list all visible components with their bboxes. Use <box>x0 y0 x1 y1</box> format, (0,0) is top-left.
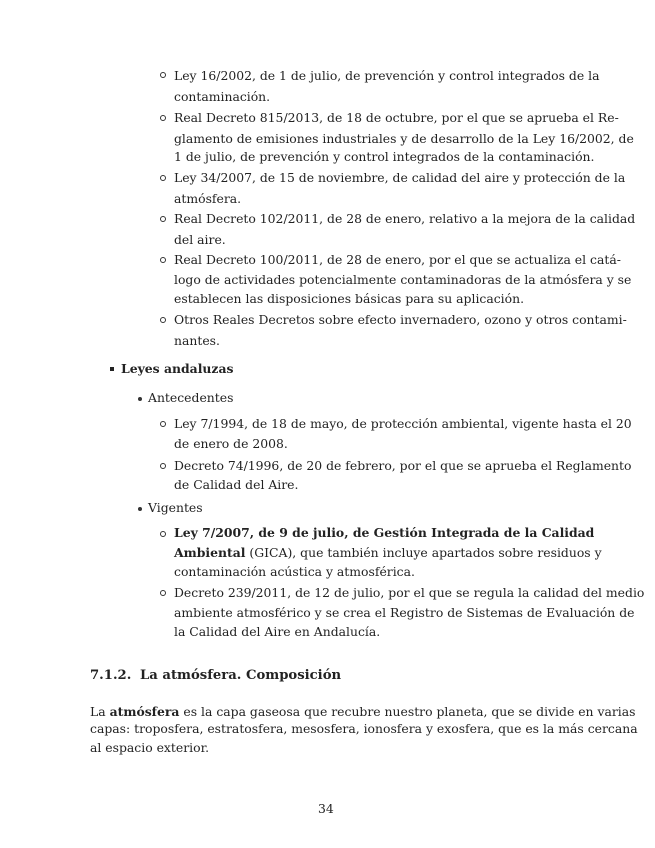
list-item-text-rest: (GICA), que también incluye apartados sobre residuos y <box>245 545 602 560</box>
list-item-text: del aire. <box>174 232 226 247</box>
list-item-text: Decreto 74/1996, de 20 de febrero, por el que se aprueba el Reglamento <box>174 458 632 473</box>
circle-bullet-icon <box>160 115 166 121</box>
paragraph-line: al espacio exterior. <box>90 740 210 755</box>
subsection-label-antecedentes: Antecedentes <box>148 390 234 405</box>
subsection-label-vigentes: Vigentes <box>148 500 203 515</box>
list-item-text: de enero de 2008. <box>174 436 288 451</box>
list-item-text: establecen las disposiciones básicas para su aplicación. <box>174 291 525 306</box>
circle-bullet-icon <box>160 317 166 323</box>
list-item-text: ambiente atmosférico y se crea el Registro de Sistemas de Evaluación de <box>174 605 635 620</box>
square-bullet-icon <box>110 367 114 371</box>
circle-bullet-icon <box>160 531 166 537</box>
paragraph-line: capas: troposfera, estratosfera, mesosfera, ionosfera y exosfera, que es la más cercana <box>90 721 638 736</box>
dot-bullet-icon <box>138 397 142 401</box>
list-item-text: glamento de emisiones industriales y de desarrollo de la Ley 16/2002, de <box>174 131 634 146</box>
list-item-text: de Calidad del Aire. <box>174 477 299 492</box>
list-item-text: contaminación. <box>174 89 271 104</box>
circle-bullet-icon <box>160 463 166 469</box>
list-item-text <box>174 545 602 561</box>
list-item-text: Ley 7/1994, de 18 de mayo, de protección ambiental, vigente hasta el 20 <box>174 416 632 431</box>
list-item-text: logo de actividades potencialmente contaminadoras de la atmósfera y se <box>174 272 632 287</box>
list-item-text: Ley 34/2007, de 15 de noviembre, de calidad del aire y protección de la <box>174 170 626 185</box>
list-item-text: Real Decreto 102/2011, de 28 de enero, relativo a la mejora de la calidad <box>174 211 636 226</box>
list-item-text: Ley 16/2002, de 1 de julio, de prevención y control integrados de la <box>174 68 600 83</box>
circle-bullet-icon <box>160 216 166 222</box>
circle-bullet-icon <box>160 72 166 78</box>
list-item-text: nantes. <box>174 333 220 348</box>
paragraph-line <box>90 704 636 720</box>
law-title-bold: Ley 7/2007, de 9 de julio, de Gestión Integrada de la Calidad <box>174 525 595 540</box>
paragraph-text: La <box>90 704 106 719</box>
section-title: La atmósfera. Composición <box>140 668 342 683</box>
list-item-text: 1 de julio, de prevención y control integrados de la contaminación. <box>174 149 595 164</box>
term-bold: atmósfera <box>109 704 180 719</box>
list-item-text: contaminación acústica y atmosférica. <box>174 564 415 579</box>
law-title-bold-end: Ambiental <box>174 545 246 560</box>
list-item-text: la Calidad del Aire en Andalucía. <box>174 624 381 639</box>
circle-bullet-icon <box>160 421 166 427</box>
circle-bullet-icon <box>160 257 166 263</box>
dot-bullet-icon <box>138 507 142 511</box>
list-item-text: Decreto 239/2011, de 12 de julio, por el que se regula la calidad del medio <box>174 585 645 600</box>
list-item-text: atmósfera. <box>174 191 242 206</box>
circle-bullet-icon <box>160 175 166 181</box>
list-item-text: Otros Reales Decretos sobre efecto invernadero, ozono y otros contami- <box>174 312 627 327</box>
circle-bullet-icon <box>160 590 166 596</box>
page-number: 34 <box>318 801 334 816</box>
list-item-text: Real Decreto 100/2011, de 28 de enero, por el que se actualiza el catá- <box>174 252 621 267</box>
paragraph-text: es la capa gaseosa que recubre nuestro planeta, que se divide en varias <box>183 704 636 719</box>
section-heading-andalusian-laws: Leyes andaluzas <box>121 361 234 376</box>
list-item-text: Real Decreto 815/2013, de 18 de octubre, por el que se aprueba el Re- <box>174 110 619 125</box>
section-number: 7.1.2. <box>90 668 132 683</box>
